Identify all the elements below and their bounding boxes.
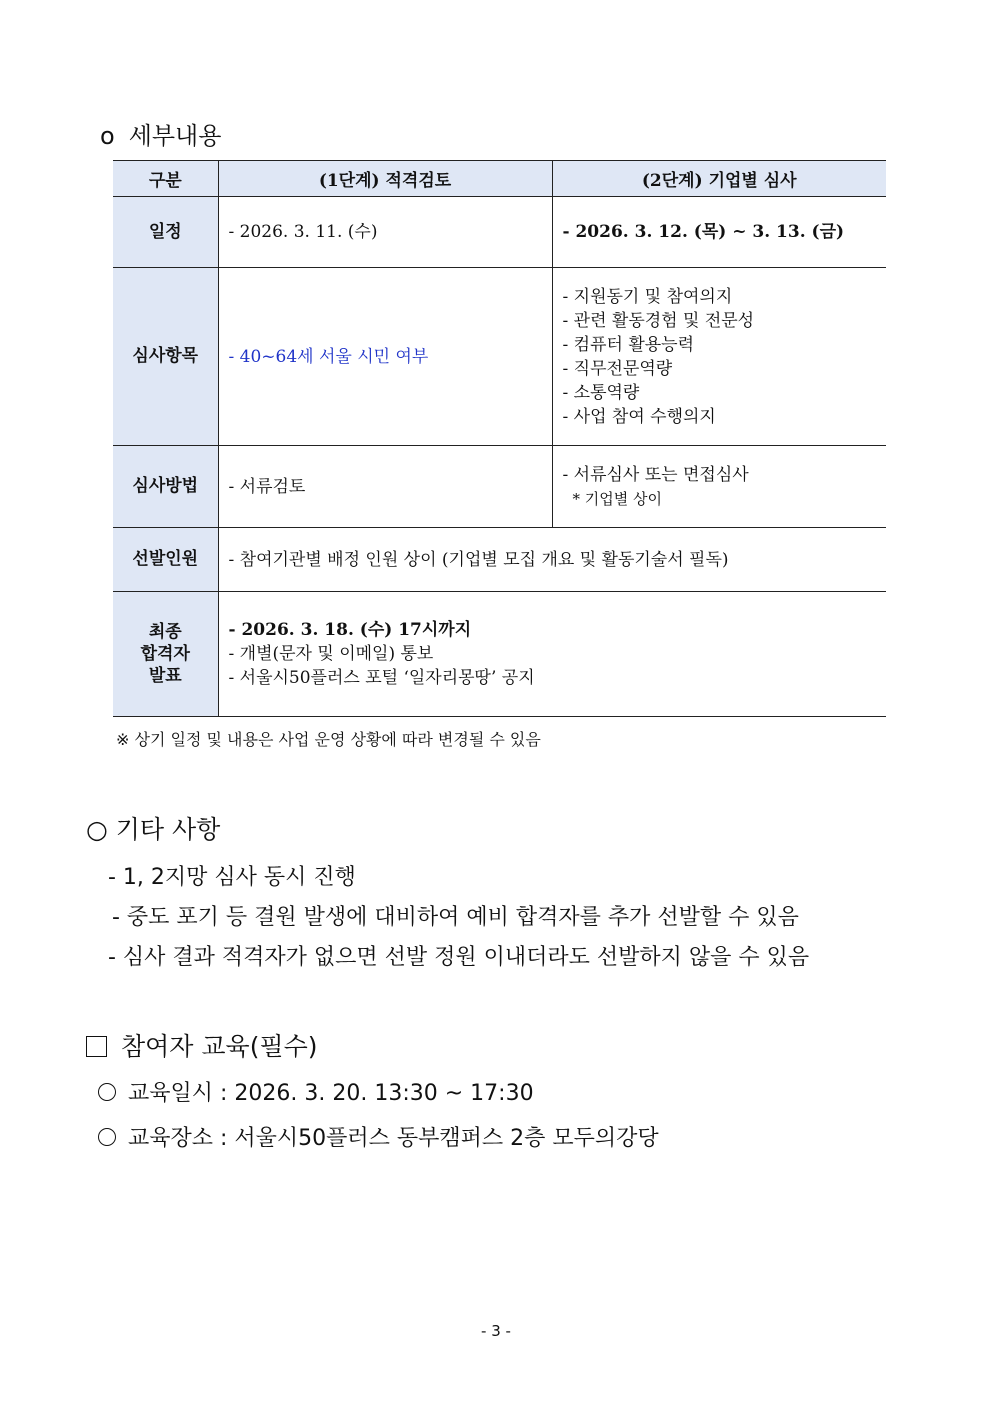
- education-location: 교육장소 : 서울시50플러스 동부캠퍼스 2층 모두의강당: [128, 1126, 659, 1151]
- table-row-schedule: [113, 197, 886, 268]
- header-category: 구분: [113, 161, 218, 197]
- method-stage2: [552, 446, 886, 528]
- header-stage2: (2단계) 기업별 심사: [552, 161, 886, 197]
- education-item: [98, 1121, 659, 1152]
- circle-bullet-icon: [98, 1083, 116, 1101]
- table-row-criteria: [113, 268, 886, 446]
- education-section-heading: [86, 1027, 318, 1063]
- other-item: - 중도 포기 등 결원 발생에 대비하여 예비 합격자를 추가 선발할 수 있음: [112, 905, 799, 930]
- detail-table: [113, 160, 886, 717]
- criteria-label: 심사항목: [113, 268, 218, 446]
- page-number: - 3 -: [481, 1322, 511, 1340]
- criteria-item: - 관련 활동경험 및 전문성: [562, 310, 755, 331]
- schedule-label: 일정: [113, 197, 218, 268]
- criteria-stage2: [552, 268, 886, 446]
- table-row-selection: [113, 528, 886, 592]
- criteria-stage1: - 40~64세 서울 시민 여부: [218, 268, 552, 446]
- circle-bullet-icon: [98, 1128, 116, 1146]
- education-section-title: 참여자 교육(필수): [121, 1032, 318, 1061]
- final-line: - 2026. 3. 18. (수) 17시까지: [228, 620, 472, 640]
- method-label: 심사방법: [113, 446, 218, 528]
- schedule-stage2: - 2026. 3. 12. (목) ~ 3. 13. (금): [552, 197, 886, 268]
- schedule-stage1: - 2026. 3. 11. (수): [218, 197, 552, 268]
- table-row-final: [113, 592, 886, 717]
- final-announcement: [218, 592, 886, 717]
- table-header-row: [113, 161, 886, 197]
- header-stage1: (1단계) 적격검토: [218, 161, 552, 197]
- method-stage1: - 서류검토: [218, 446, 552, 528]
- square-bullet-icon: [86, 1036, 107, 1057]
- criteria-item: - 지원동기 및 참여의지: [562, 286, 733, 307]
- final-line: - 개별(문자 및 이메일) 통보: [228, 644, 434, 664]
- detail-section-heading: [100, 116, 221, 151]
- criteria-item: - 소통역량: [562, 382, 640, 403]
- criteria-item: - 컴퓨터 활용능력: [562, 334, 695, 355]
- criteria-item: - 사업 참여 수행의지: [562, 406, 716, 427]
- education-item: [98, 1076, 534, 1107]
- detail-section-title: 세부내용: [128, 122, 222, 150]
- table-note: ※ 상기 일정 및 내용은 사업 운영 상황에 따라 변경될 수 있음: [116, 730, 541, 749]
- final-label: 최종 합격자 발표: [113, 592, 218, 717]
- method-stage2-note: * 기업별 상이: [572, 489, 662, 508]
- selection-text: - 참여기관별 배정 인원 상이 (기업별 모집 개요 및 활동기술서 필독): [218, 528, 886, 592]
- method-stage2-text: - 서류심사 또는 면접심사: [562, 464, 749, 485]
- other-item: - 심사 결과 적격자가 없으면 선발 정원 이내더라도 선발하지 않을 수 있음: [108, 945, 810, 970]
- selection-label: 선발인원: [113, 528, 218, 592]
- other-section-title: ○ 기타 사항: [86, 815, 221, 844]
- table-row-method: [113, 446, 886, 528]
- bullet-icon: o: [100, 122, 115, 150]
- final-line: - 서울시50플러스 포털 ‘일자리몽땅’ 공지: [228, 668, 535, 688]
- education-datetime: 교육일시 : 2026. 3. 20. 13:30 ~ 17:30: [128, 1081, 534, 1106]
- other-item: - 1, 2지망 심사 동시 진행: [108, 865, 356, 890]
- criteria-item: - 직무전문역량: [562, 358, 673, 379]
